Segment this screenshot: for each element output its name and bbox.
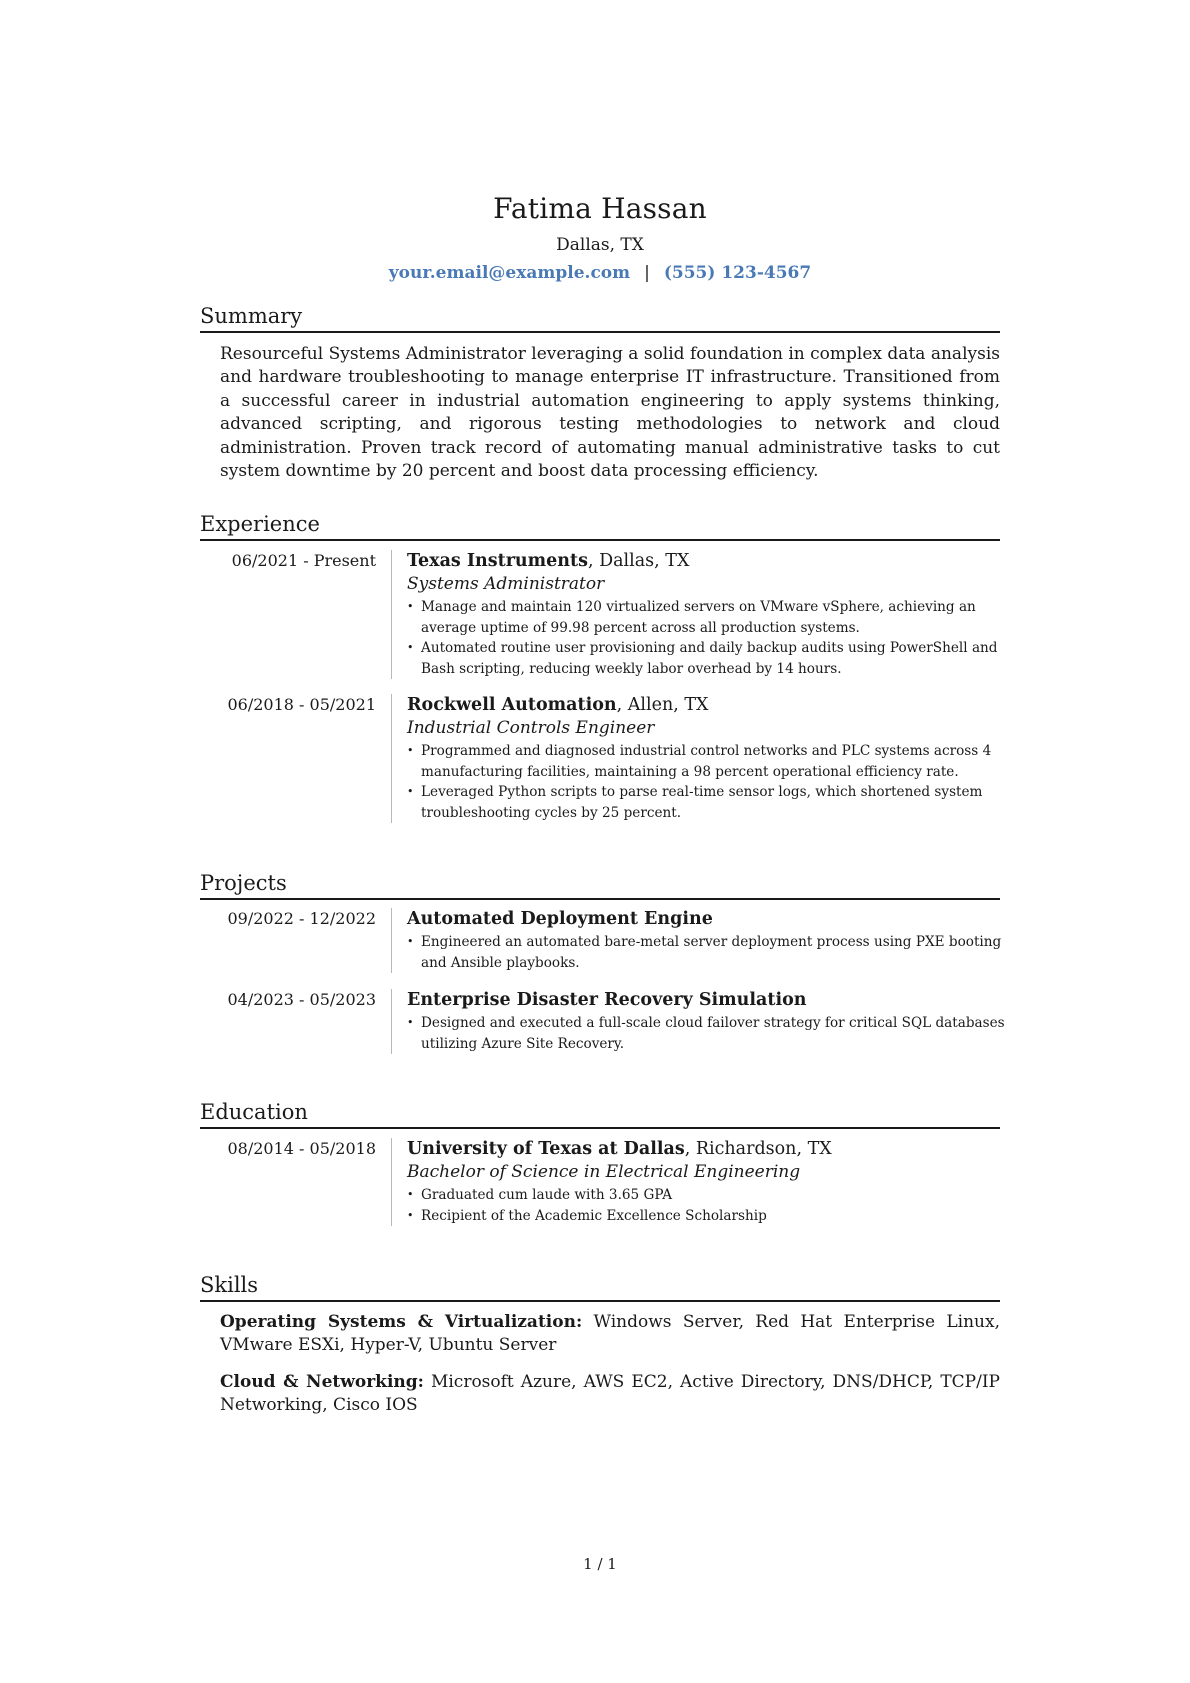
entry-date: 06/2018 - 05/2021 — [227, 695, 376, 714]
entry-org: Rockwell Automation — [407, 695, 617, 715]
entry-body — [391, 694, 1016, 823]
entry-org-line — [407, 1138, 1016, 1161]
entry-body — [391, 1138, 1016, 1226]
page-indicator: 1 / 1 — [583, 1555, 617, 1573]
project-name: Enterprise Disaster Recovery Simulation — [407, 990, 807, 1010]
candidate-location: Dallas, TX — [556, 235, 644, 255]
bullet-item: • Leveraged Python scripts to parse real-time sensor logs, which shortened system troubleshooting cycles by 25 percent. — [407, 782, 1016, 823]
entry-org-line — [407, 550, 1016, 573]
entry-role: Industrial Controls Engineer — [407, 718, 655, 738]
project-name: Automated Deployment Engine — [407, 909, 713, 929]
bullet-item: • Recipient of the Academic Excellence Scholarship — [407, 1206, 1016, 1227]
bullet-item: • Automated routine user provisioning and daily backup audits using PowerShell and Bash scripting, reducing weekly labor overhead by 14 hours. — [407, 638, 1016, 679]
entry-org-line — [407, 989, 1016, 1012]
entry-date: 09/2022 - 12/2022 — [227, 909, 376, 928]
skill-value: Windows Server, Red Hat Enterprise Linux, VMware ESXi, Hyper-V, Ubuntu Server — [220, 1312, 1000, 1356]
skill-line — [220, 1311, 1000, 1358]
skill-line — [220, 1371, 1000, 1418]
entry-bullets — [407, 741, 1016, 823]
phone-link[interactable]: (555) 123-4567 — [663, 263, 812, 283]
entry-body — [391, 989, 1016, 1054]
entry-body — [391, 550, 1016, 679]
entry-date: 06/2021 - Present — [231, 551, 376, 570]
entry-place: , Richardson, TX — [684, 1139, 832, 1159]
skill-label: Cloud & Networking: — [220, 1372, 424, 1392]
email-link[interactable]: your.email@example.com — [388, 263, 631, 283]
entry-date: 04/2023 - 05/2023 — [227, 990, 376, 1009]
contact-line — [200, 261, 1000, 285]
summary-heading: Summary — [200, 303, 1000, 333]
contact-separator: | — [644, 263, 650, 283]
skill-value: Microsoft Azure, AWS EC2, Active Directory, DNS/DHCP, TCP/IP Networking, Cisco IOS — [220, 1372, 1000, 1416]
bullet-item: • Designed and executed a full-scale cloud failover strategy for critical SQL databases utilizing Azure Site Recovery. — [407, 1013, 1016, 1054]
bullet-item: • Engineered an automated bare-metal server deployment process using PXE booting and Ansible playbooks. — [407, 932, 1016, 973]
experience-heading: Experience — [200, 511, 1000, 541]
entry-bullets — [407, 932, 1016, 973]
candidate-name: Fatima Hassan — [493, 192, 707, 225]
entry-degree: Bachelor of Science in Electrical Engineering — [407, 1162, 801, 1182]
entry-bullets — [407, 597, 1016, 679]
entry-org: University of Texas at Dallas — [407, 1139, 685, 1159]
entry-org-line — [407, 908, 1016, 931]
projects-heading: Projects — [200, 870, 1000, 900]
education-heading: Education — [200, 1099, 1000, 1129]
entry-body — [391, 908, 1016, 973]
bullet-item: • Graduated cum laude with 3.65 GPA — [407, 1185, 1016, 1206]
entry-org-line — [407, 694, 1016, 717]
skill-label: Operating Systems & Virtualization: — [220, 1312, 583, 1332]
entry-role: Systems Administrator — [407, 574, 605, 594]
resume-header — [200, 192, 1000, 285]
skills-heading: Skills — [200, 1272, 1000, 1302]
bullet-item: • Manage and maintain 120 virtualized servers on VMware vSphere, achieving an average uptime of 99.98 percent across all production systems. — [407, 597, 1016, 638]
entry-org: Texas Instruments — [407, 551, 588, 571]
summary-text: Resourceful Systems Administrator leveraging a solid foundation in complex data analysis and hardware troubleshooting to manage enterprise IT infrastructure. Transitioned from a successful career in industrial automation engineering to apply systems thinking, advanced scripting, and rigorous testing methodologies to network and cloud administration. Proven track record of automating manual administrative tasks to cut system downtime by 20 percent and boost data processing efficiency. — [220, 344, 1000, 482]
entry-place: , Allen, TX — [616, 695, 709, 715]
entry-bullets — [407, 1013, 1016, 1054]
entry-place: , Dallas, TX — [587, 551, 690, 571]
entry-bullets — [407, 1185, 1016, 1226]
entry-date: 08/2014 - 05/2018 — [227, 1139, 376, 1158]
bullet-item: • Programmed and diagnosed industrial control networks and PLC systems across 4 manufacturing facilities, maintaining a 98 percent operational efficiency rate. — [407, 741, 1016, 782]
